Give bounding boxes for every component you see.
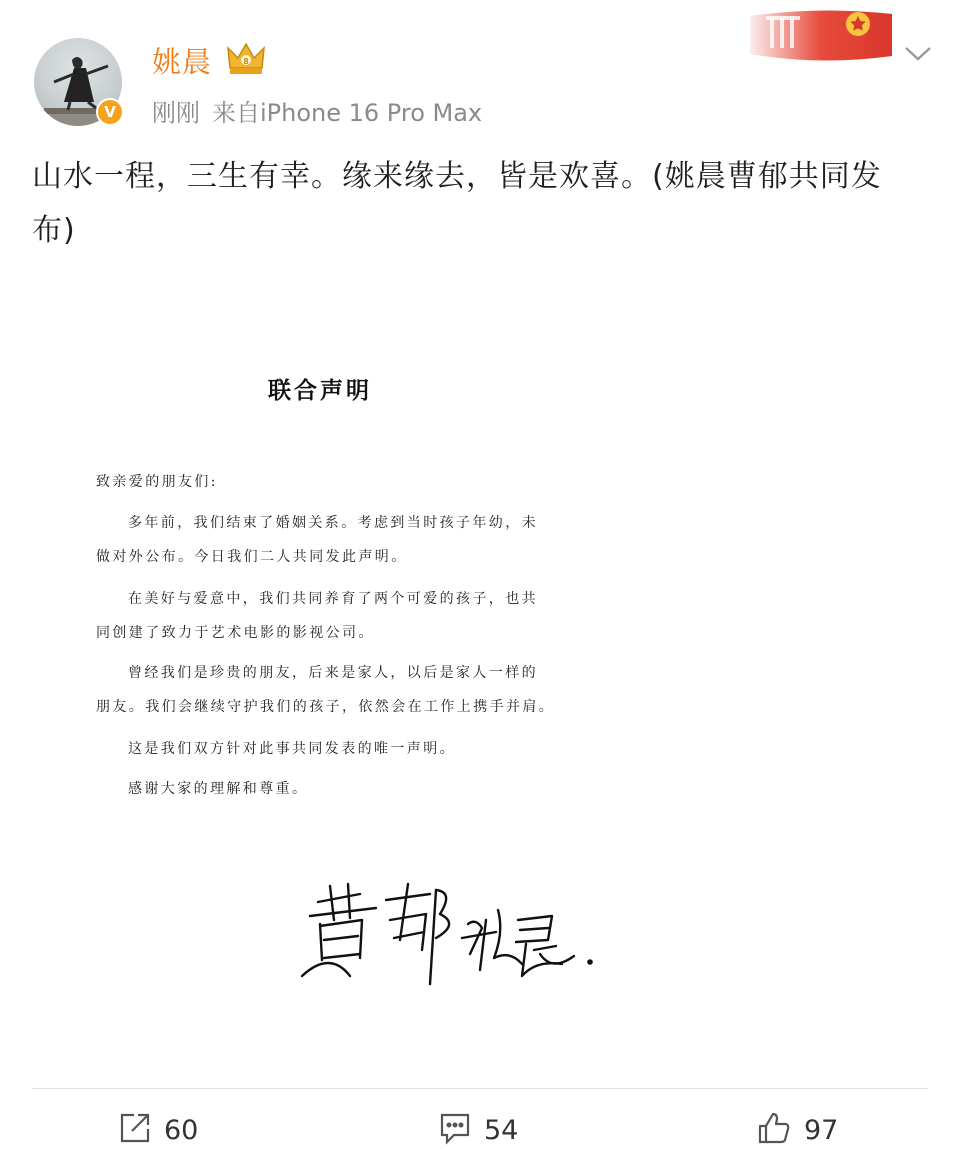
post-time: 刚刚	[152, 99, 200, 127]
statement-line: 曾经我们是珍贵的朋友，后来是家人，以后是家人一样的	[128, 665, 538, 681]
post-source: 来自iPhone 16 Pro Max	[212, 99, 483, 127]
svg-text:8: 8	[243, 57, 249, 66]
repost-button[interactable]	[118, 1110, 198, 1150]
festive-banner-icon	[750, 6, 892, 66]
verified-badge-icon: V	[96, 98, 124, 126]
statement-line: 这是我们双方针对此事共同发表的唯一声明。	[128, 741, 456, 757]
comment-icon	[438, 1111, 472, 1149]
handwritten-signature	[290, 880, 610, 1004]
thumbs-up-icon	[756, 1110, 792, 1150]
repost-icon	[118, 1111, 152, 1149]
like-button[interactable]	[756, 1110, 838, 1150]
statement-line: 感谢大家的理解和尊重。	[128, 781, 309, 797]
statement-line: 同创建了致力于艺术电影的影视公司。	[96, 625, 375, 641]
statement-line: 在美好与爱意中，我们共同养育了两个可爱的孩子，也共	[128, 591, 538, 607]
divider	[32, 1088, 928, 1089]
member-crown-icon[interactable]	[226, 40, 266, 80]
statement-line: 做对外公布。今日我们二人共同发此声明。	[96, 549, 408, 565]
post-meta	[152, 93, 482, 128]
repost-count: 60	[164, 1114, 199, 1146]
statement-line: 多年前，我们结束了婚姻关系。考虑到当时孩子年幼，未	[128, 515, 538, 531]
statement-line: 朋友。我们会继续守护我们的孩子，依然会在工作上携手并肩。	[96, 699, 556, 715]
author-name[interactable]: 姚晨	[152, 45, 213, 79]
comment-button[interactable]	[438, 1110, 518, 1150]
post-text: 山水一程，三生有幸。缘来缘去，皆是欢喜。(姚晨曹郁共同发布)	[32, 159, 882, 248]
chevron-down-icon[interactable]	[903, 44, 933, 68]
comment-count: 54	[484, 1114, 519, 1146]
statement-title: 联合声明	[268, 377, 372, 404]
like-count: 97	[804, 1114, 839, 1146]
statement-salutation: 致亲爱的朋友们:	[96, 474, 218, 490]
